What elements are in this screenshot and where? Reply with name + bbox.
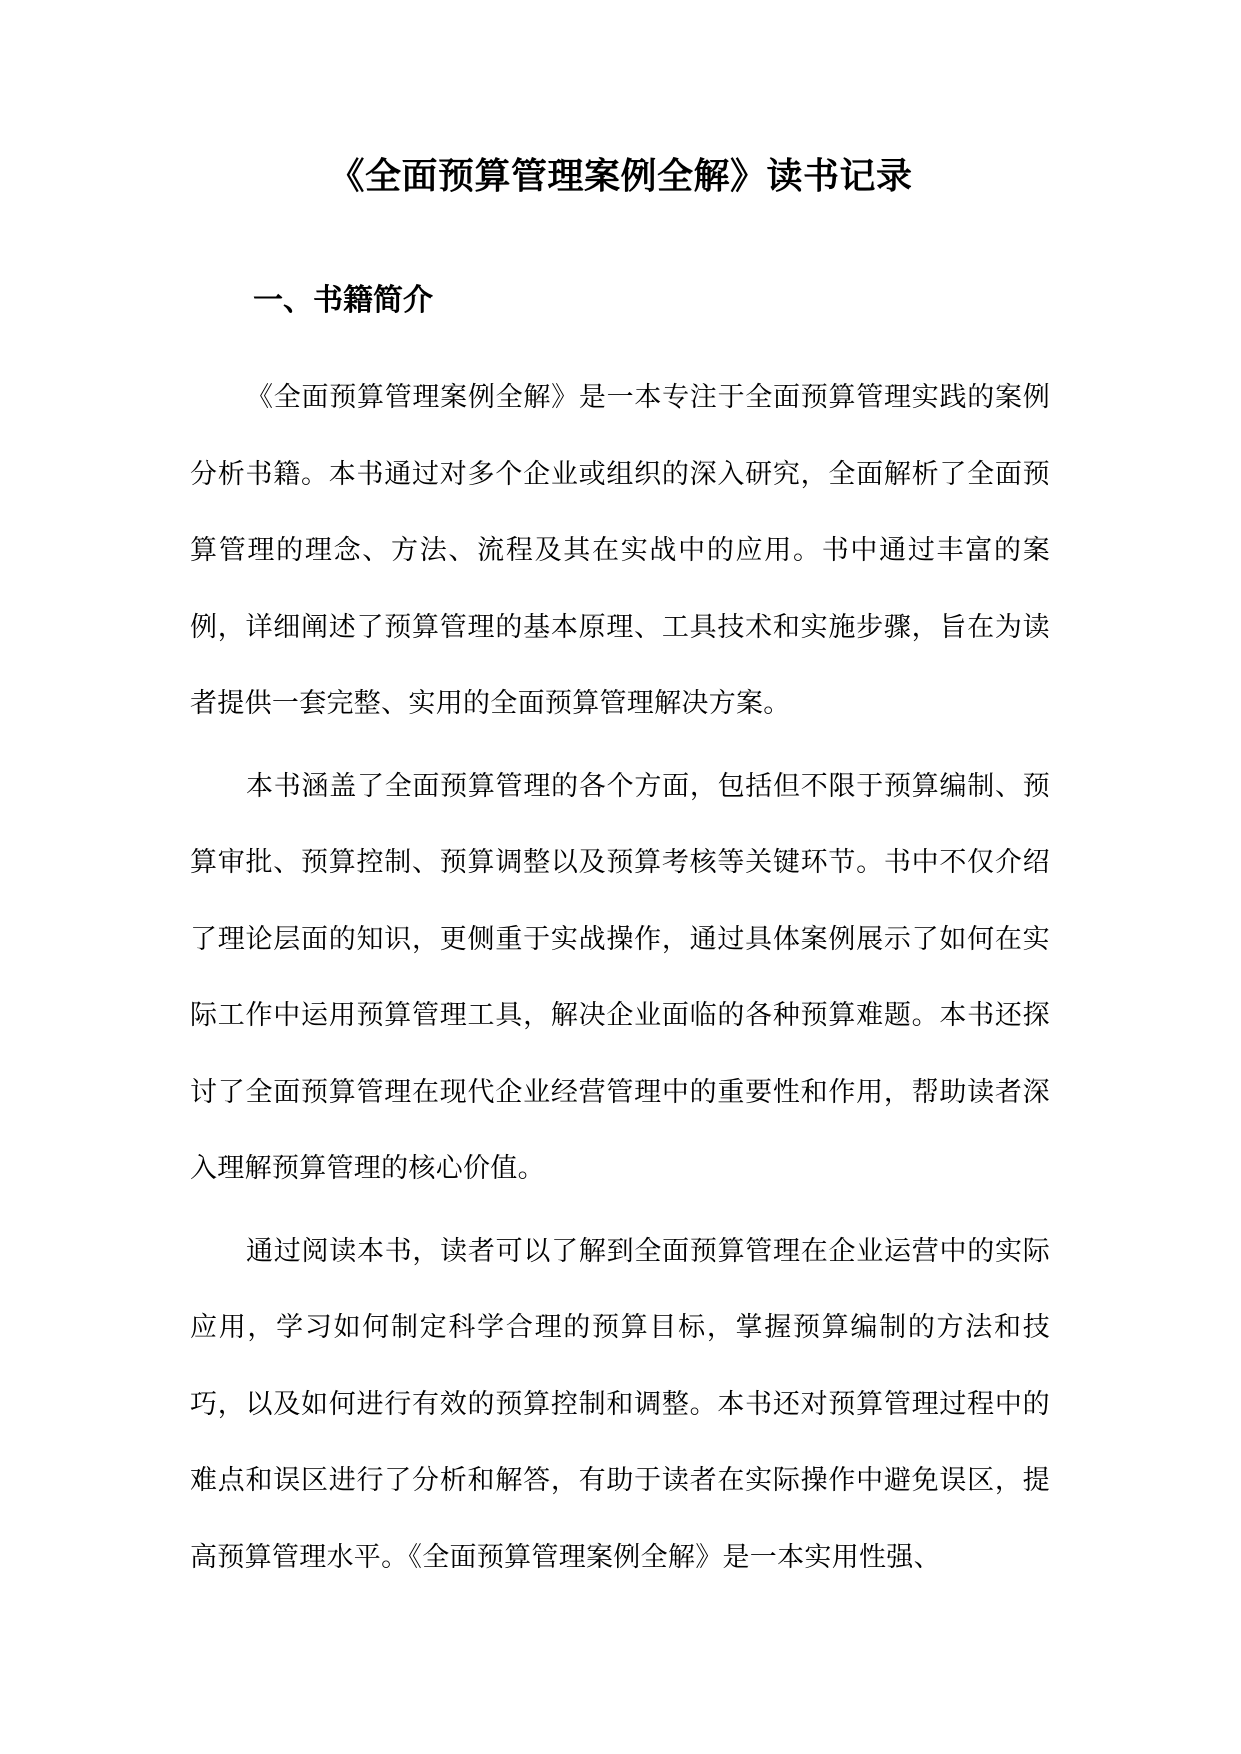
paragraph-2: 本书涵盖了全面预算管理的各个方面，包括但不限于预算编制、预算审批、预算控制、预算调整以及预算考核等关键环节。书中不仅介绍了理论层面的知识，更侧重于实战操作，通过具体案例展示了如何在实际工作中运用预算管理工具，解决企业面临的各种预算难题。本书还探讨了全面预算管理在现代企业经营管理中的重要性和作用，帮助读者深入理解预算管理的核心价值。: [190, 770, 1050, 1184]
section-body: [190, 360, 1050, 1602]
paragraph-3: 通过阅读本书，读者可以了解到全面预算管理在企业运营中的实际应用，学习如何制定科学合理的预算目标，掌握预算编制的方法和技巧，以及如何进行有效的预算控制和调整。本书还对预算管理过程中的难点和误区进行了分析和解答，有助于读者在实际操作中避免误区，提高预算管理水平。《全面预算管理案例全解》是一本实用性强、: [190, 1235, 1050, 1573]
section-heading-book-intro: 一、书籍简介: [253, 283, 433, 318]
paragraph-1: 《全面预算管理案例全解》是一本专注于全面预算管理实践的案例分析书籍。本书通过对多个企业或组织的深入研究，全面解析了全面预算管理的理念、方法、流程及其在实战中的应用。书中通过丰富的案例，详细阐述了预算管理的基本原理、工具技术和实施步骤，旨在为读者提供一套完整、实用的全面预算管理解决方案。: [190, 382, 1050, 719]
document-title: 《全面预算管理案例全解》读书记录: [328, 155, 913, 197]
